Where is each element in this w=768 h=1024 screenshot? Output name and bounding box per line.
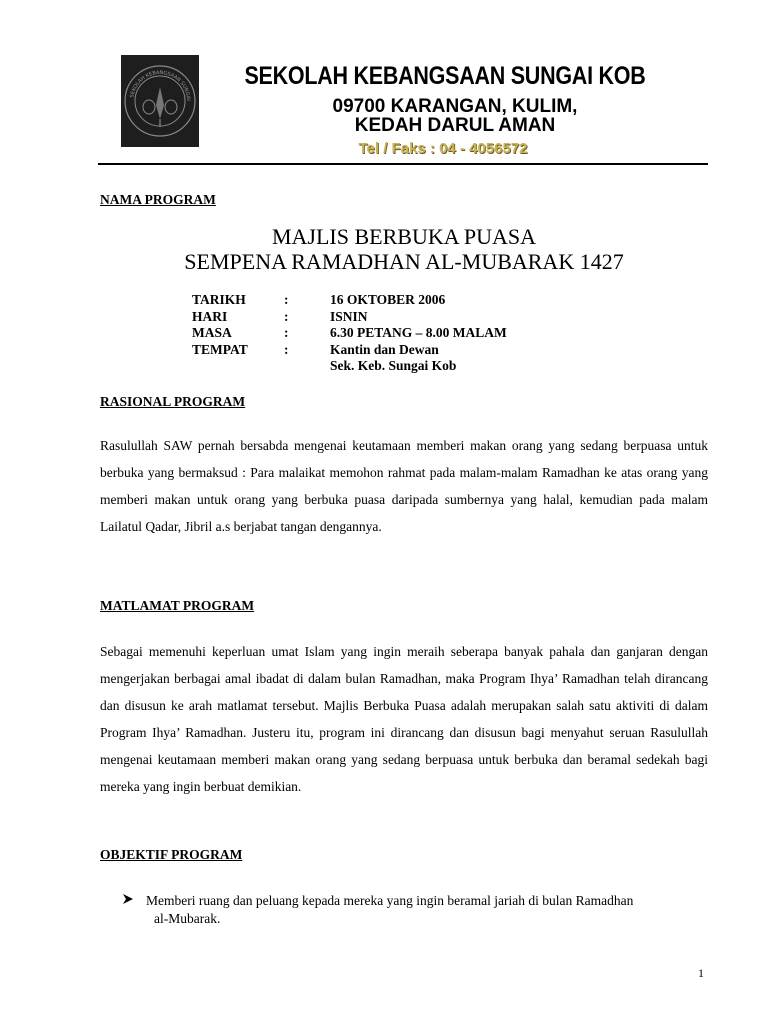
objektif-item-text-cont: al-Mubarak. [154, 911, 221, 926]
rasional-paragraph: Rasulullah SAW pernah bersabda mengenai keutamaan memberi makan orang yang sedang berpuasa untuk berbuka yang bermaksud : Para malaikat memohon rahmat pada malam-malam Ramadhan ke atas orang yang memberi makan untuk orang yang berbuka puasa daripada sumbernya yang halal, kemudian pada malam Lailatul Qadar, Jibril a.s berjabat tangan dengannya. [100, 438, 708, 534]
program-title-line1: MAJLIS BERBUKA PUASA [271, 224, 537, 249]
detail-value: ISNIN [330, 308, 368, 324]
program-name-heading: NAMA PROGRAM [100, 192, 216, 207]
detail-value: Sek. Keb. Sungai Kob [330, 358, 457, 373]
detail-separator [284, 358, 330, 375]
detail-label [192, 358, 284, 375]
school-crest-icon [121, 55, 199, 147]
tel-fax: Tel / Faks : 04 - 4056572 [358, 140, 528, 157]
rasional-heading: RASIONAL PROGRAM [100, 394, 246, 409]
objektif-item-text: Memberi ruang dan peluang kepada mereka yang ingin beramal jariah di bulan Ramadhan [146, 893, 634, 908]
school-name: SEKOLAH KEBANGSAAN SUNGAI KOB [244, 62, 646, 90]
school-logo [121, 55, 199, 147]
page-number: 1 [698, 966, 704, 980]
arrowhead-bullet-icon [122, 892, 136, 911]
objektif-heading: OBJEKTIF PROGRAM [100, 847, 243, 862]
address-line-1: 09700 KARANGAN, KULIM, [332, 96, 578, 117]
detail-row-hari [192, 309, 507, 326]
detail-row-tempat [192, 342, 507, 359]
header-divider [98, 163, 708, 165]
detail-label: HARI [192, 308, 228, 324]
detail-row-tarikh [192, 292, 507, 309]
detail-label: TEMPAT [192, 341, 248, 357]
detail-value: Kantin dan Dewan [330, 341, 439, 357]
svg-text:SEKOLAH KEBANGSAAN SUNGAI KOB: SEKOLAH KEBANGSAAN SUNGAI [129, 69, 192, 101]
program-title-line2: SEMPENA RAMADHAN AL-MUBARAK 1427 [184, 249, 624, 274]
detail-value: 16 OKTOBER 2006 [330, 292, 446, 307]
detail-separator: : [284, 308, 289, 324]
address-line-2: KEDAH DARUL AMAN [354, 115, 556, 136]
detail-row-tempat-cont [192, 358, 507, 375]
detail-value: 6.30 PETANG – 8.00 MALAM [330, 325, 507, 340]
matlamat-heading: MATLAMAT PROGRAM [100, 598, 255, 613]
detail-row-masa [192, 325, 507, 342]
detail-separator: : [284, 325, 289, 340]
program-details [192, 292, 507, 375]
detail-separator: : [284, 292, 289, 307]
detail-label: MASA [192, 325, 232, 340]
detail-separator: : [284, 341, 289, 357]
matlamat-paragraph: Sebagai memenuhi keperluan umat Islam yang ingin meraih seberapa banyak pahala dan ganjaran dengan mengerjakan berbagai amal ibadat di dalam bulan Ramadhan, maka Program Ihya’ Ramadhan telah dirancang dan disusun ke arah matlamat tersebut. Majlis Berbuka Puasa adalah merupakan salah satu aktiviti di dalam Program Ihya’ Ramadhan. Justeru itu, program ini dirancang dan disusun bagi menyahut seruan Rasulullah mengenai keutamaan memberi makan orang yang sedang berpuasa untuk berbuka dan beramal sedekah bagi mereka yang ingin berbuat demikian. [100, 644, 708, 794]
detail-label: TARIKH [192, 292, 246, 307]
